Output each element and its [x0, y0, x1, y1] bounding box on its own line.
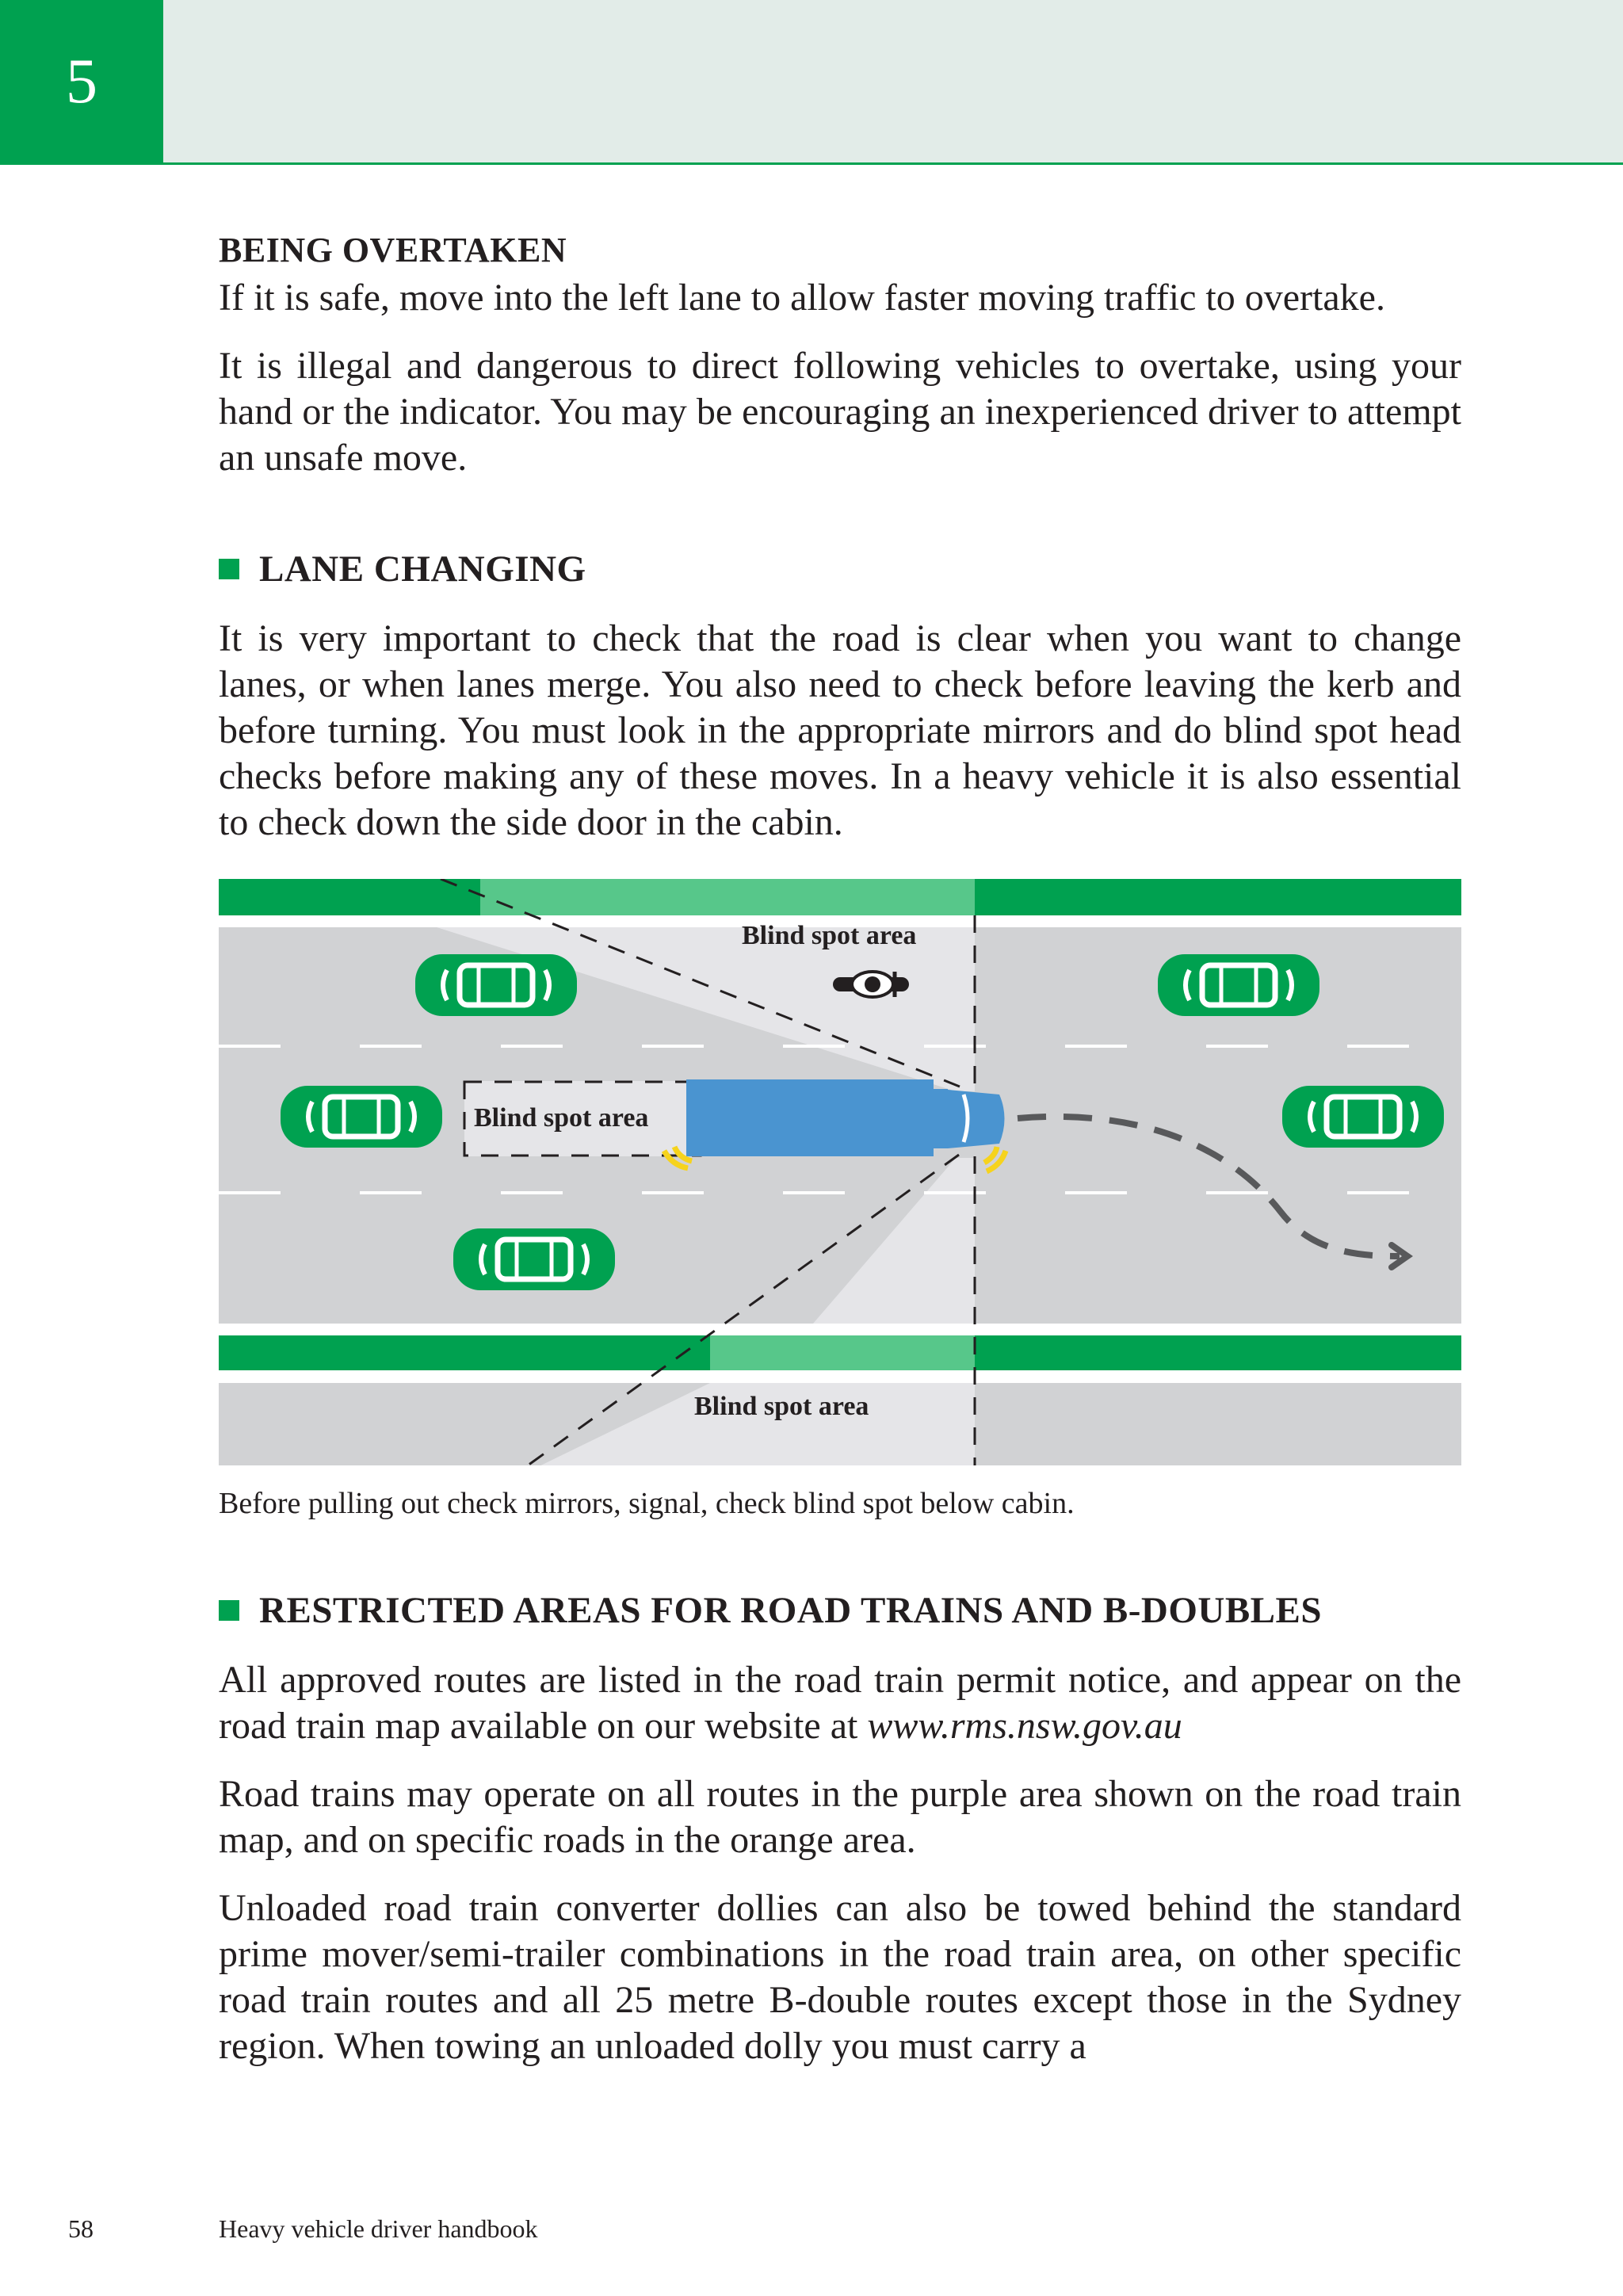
paragraph-restricted-3: Unloaded road train converter dollies can also be towed behind the standard prime mover/semi-trailer combinations in the road train area, on other specific road train routes and all 25 metre B-double routes except those in the Sydney region. When towing an unloaded dolly you must carry a	[219, 1887, 1461, 2067]
truck	[686, 1079, 1005, 1156]
car-1	[415, 954, 577, 1016]
heading-restricted-areas	[219, 1589, 1461, 1632]
car-2	[281, 1086, 442, 1148]
paragraph-overtaken-1: If it is safe, move into the left lane to allow faster moving traffic to overtake.	[219, 277, 1385, 319]
website-link[interactable]: www.rms.nsw.gov.au	[867, 1705, 1182, 1747]
label-blind-spot-bottom: Blind spot area	[694, 1392, 869, 1421]
page-content	[219, 230, 1461, 2092]
figure-caption: Before pulling out check mirrors, signal, check blind spot below cabin.	[219, 1487, 1075, 1520]
chapter-number-tab: 5	[0, 0, 163, 163]
blind-spot-diagram-svg	[219, 879, 1461, 1465]
green-bullet-icon	[219, 1600, 239, 1621]
blind-spot-diagram	[219, 879, 1461, 1465]
header-band	[0, 0, 1623, 165]
paragraph-restricted-1	[219, 1657, 1461, 1749]
paragraph-lane-changing: It is very important to check that the road is clear when you want to change lanes, or when lanes merge. You also need to check before leaving the kerb and before turning. You must look in the appropriate mirrors and do blind spot head checks before making any of these moves. In a heavy vehicle it is also essential to check down the side door in the cabin.	[219, 617, 1461, 843]
label-blind-spot-top: Blind spot area	[742, 921, 917, 950]
paragraph-restricted-1-text: All approved routes are listed in the road train permit notice, and appear on the road train map available on our website at	[219, 1659, 1461, 1747]
paragraph-restricted-2: Road trains may operate on all routes in the purple area shown on the road train map, and on specific roads in the orange area.	[219, 1773, 1461, 1861]
car-4	[1158, 954, 1319, 1016]
label-blind-spot-rear: Blind spot area	[474, 1103, 649, 1133]
footer-title: Heavy vehicle driver handbook	[219, 2214, 538, 2243]
car-5	[1282, 1086, 1444, 1148]
paragraph-overtaken-2: It is illegal and dangerous to direct following vehicles to overtake, using your hand or the indicator. You may be encouraging an inexperienced driver to attempt an unsafe move.	[219, 345, 1461, 479]
heading-restricted-areas-text: RESTRICTED AREAS FOR ROAD TRAINS AND B-DOUBLES	[259, 1590, 1323, 1631]
green-bullet-icon	[219, 559, 239, 579]
heading-lane-changing	[219, 548, 1461, 590]
car-3	[453, 1228, 615, 1290]
page-number: 58	[68, 2214, 94, 2243]
heading-being-overtaken: BEING OVERTAKEN	[219, 231, 567, 269]
heading-lane-changing-text: LANE CHANGING	[259, 548, 586, 590]
